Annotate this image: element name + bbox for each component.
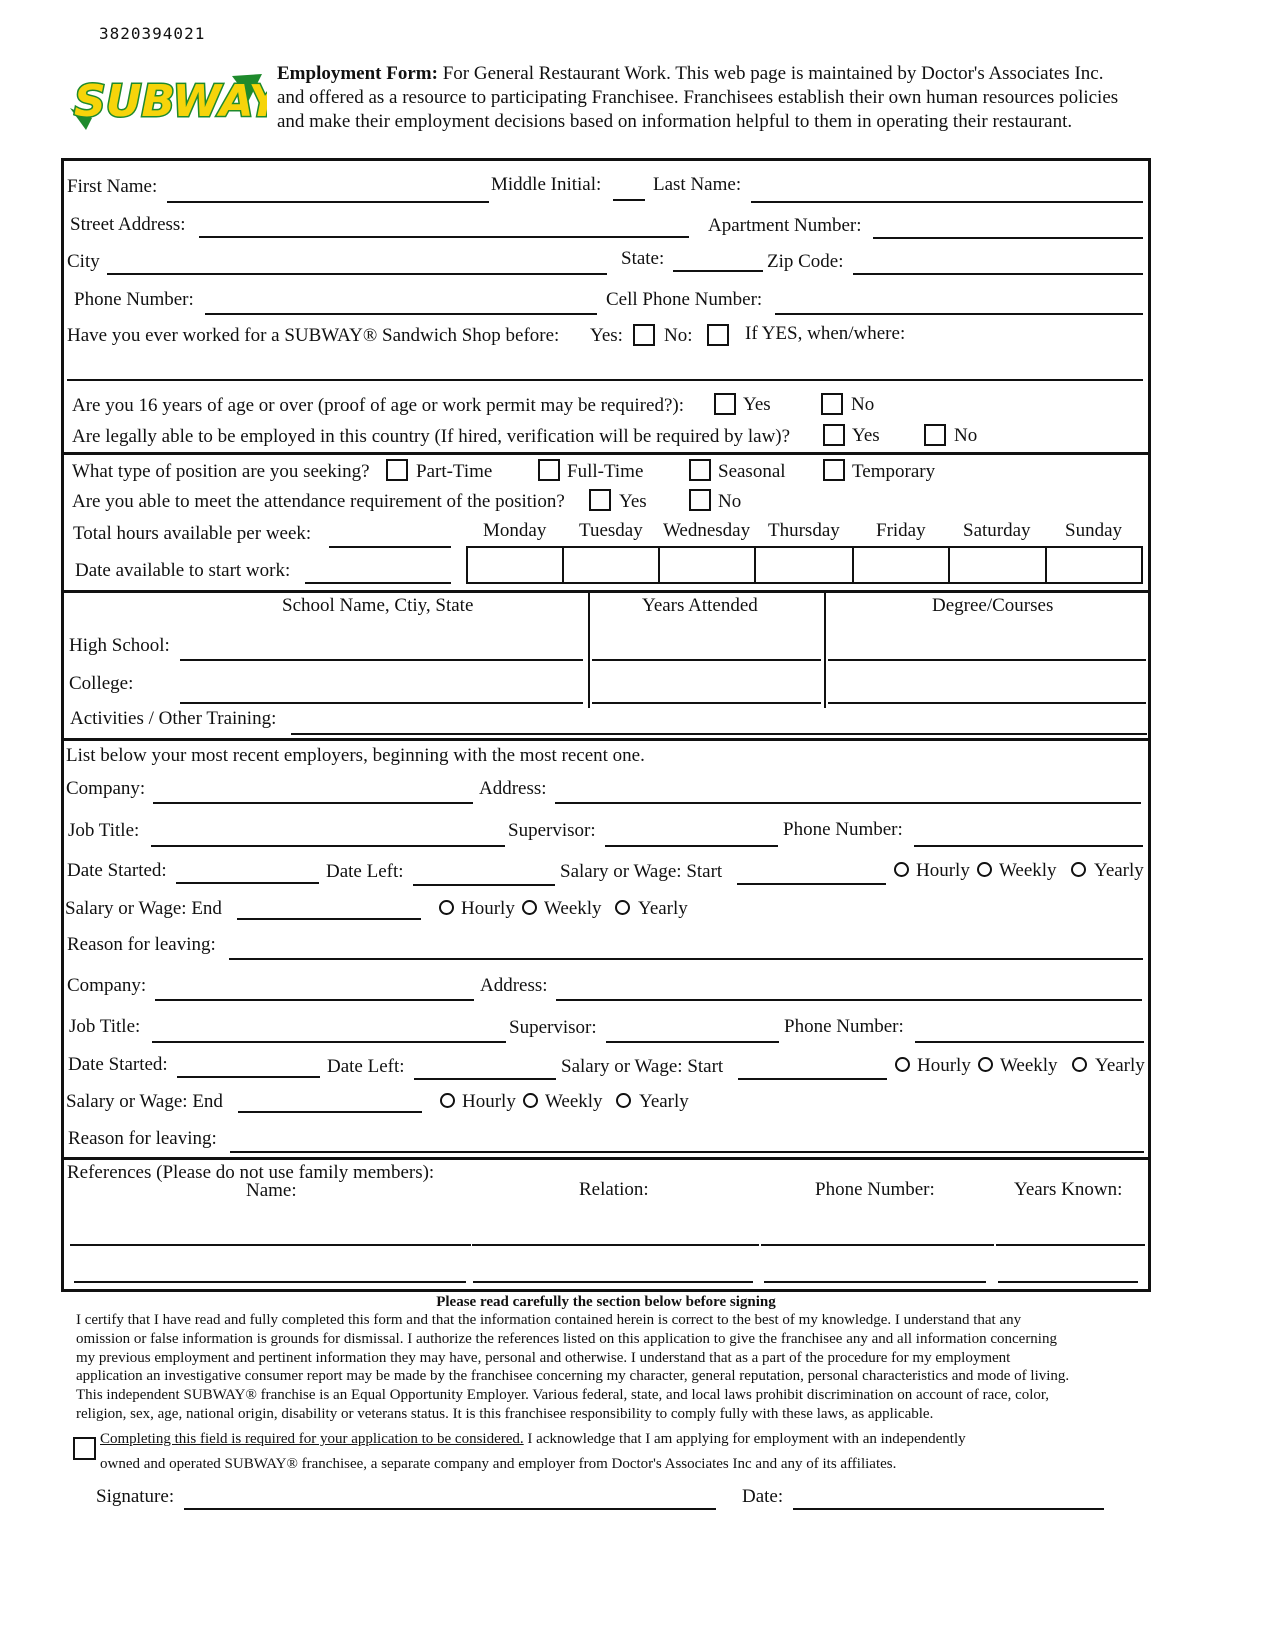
start-weekly-radio-2[interactable] bbox=[978, 1057, 993, 1072]
ref2-phone-field[interactable] bbox=[764, 1281, 986, 1283]
ref-col-phone: Phone Number: bbox=[815, 1179, 935, 1200]
date-label: Date: bbox=[742, 1486, 784, 1507]
header-title: Employment Form: bbox=[277, 63, 438, 84]
first-name-label: First Name: bbox=[67, 176, 158, 197]
start-hourly-radio-1[interactable] bbox=[894, 862, 909, 877]
date-started-label: Date Started: bbox=[67, 860, 167, 881]
attendance-no-checkbox[interactable] bbox=[689, 489, 711, 511]
address-label: Address: bbox=[479, 778, 547, 799]
hours-tuesday-cell[interactable] bbox=[562, 546, 660, 584]
signature-label: Signature: bbox=[96, 1486, 175, 1507]
ref1-phone-field[interactable] bbox=[761, 1244, 994, 1246]
activities-label: Activities / Other Training: bbox=[70, 708, 277, 729]
document-id: 3820394021 bbox=[99, 24, 206, 43]
full-time-label: Full-Time bbox=[567, 461, 644, 482]
ref1-relation-field[interactable] bbox=[472, 1244, 759, 1246]
supervisor-field-2[interactable] bbox=[606, 1041, 779, 1043]
address-label: Address: bbox=[480, 975, 548, 996]
apartment-number-field[interactable] bbox=[873, 237, 1143, 239]
certification-line: religion, sex, age, national origin, disability or veterans status. It is this franchisee responsibility to comply fully with these laws, as applicable. bbox=[76, 1406, 934, 1422]
edu-col-divider bbox=[588, 592, 590, 708]
reason-label: Reason for leaving: bbox=[68, 1128, 217, 1149]
position-question: What type of position are you seeking? bbox=[72, 461, 370, 482]
seasonal-checkbox[interactable] bbox=[689, 459, 711, 481]
edu-col-years: Years Attended bbox=[642, 595, 758, 616]
header-line-1 bbox=[277, 63, 1103, 85]
header-text-1: For General Restaurant Work. This web page is maintained by Doctor's Associates Inc. bbox=[442, 63, 1104, 84]
salary-start-field-2[interactable] bbox=[738, 1078, 887, 1080]
section-divider bbox=[61, 738, 1151, 741]
legal-yes-checkbox[interactable] bbox=[823, 424, 845, 446]
attendance-no-label: No bbox=[718, 491, 742, 512]
legal-no-checkbox[interactable] bbox=[924, 424, 946, 446]
day-label-friday: Friday bbox=[876, 520, 926, 541]
signature-field[interactable] bbox=[184, 1508, 716, 1510]
hours-monday-cell[interactable] bbox=[466, 546, 564, 584]
city-field[interactable] bbox=[107, 273, 607, 275]
acknowledge-line-2: owned and operated SUBWAY® franchisee, a separate company and employer from Doctor's Associates Inc and any of its affiliates. bbox=[100, 1456, 897, 1472]
phone-number-label: Phone Number: bbox=[74, 289, 194, 310]
day-label-saturday: Saturday bbox=[963, 520, 1031, 541]
supervisor-label: Supervisor: bbox=[508, 820, 596, 841]
edu-col-school: School Name, Ctiy, State bbox=[282, 595, 474, 616]
salary-end-field-1[interactable] bbox=[237, 918, 421, 920]
yearly-label: Yearly bbox=[1095, 1055, 1145, 1076]
zip-code-label: Zip Code: bbox=[767, 251, 844, 272]
yearly-label: Yearly bbox=[639, 1091, 689, 1112]
full-time-checkbox[interactable] bbox=[538, 459, 560, 481]
first-name-field[interactable] bbox=[167, 201, 489, 203]
salary-start-field-1[interactable] bbox=[737, 883, 886, 885]
subway-logo bbox=[62, 68, 267, 134]
college-label: College: bbox=[69, 673, 134, 694]
logo-wordmark: SUBWAY bbox=[74, 76, 267, 127]
college-years-field[interactable] bbox=[592, 702, 821, 704]
start-yearly-radio-1[interactable] bbox=[1071, 862, 1086, 877]
age-question: Are you 16 years of age or over (proof of age or work permit may be required?): bbox=[72, 395, 684, 416]
date-left-field-1[interactable] bbox=[413, 884, 555, 886]
section-divider bbox=[61, 590, 1151, 593]
end-yearly-radio-1[interactable] bbox=[615, 900, 630, 915]
when-where-field[interactable] bbox=[67, 379, 1143, 381]
part-time-checkbox[interactable] bbox=[386, 459, 408, 481]
start-hourly-radio-2[interactable] bbox=[895, 1057, 910, 1072]
attendance-question: Are you able to meet the attendance requirement of the position? bbox=[72, 491, 565, 512]
date-left-field-2[interactable] bbox=[414, 1078, 556, 1080]
certification-line: my previous employment and pertinent information they may have, personal and otherwise. I understand that as a part of the procedure for my employment bbox=[76, 1350, 1011, 1366]
attendance-yes-checkbox[interactable] bbox=[589, 489, 611, 511]
high-school-degree-field[interactable] bbox=[828, 659, 1146, 661]
certification-line: application an investigative consumer report may be made by the franchisee concerning my character, general reputation, personal characteristics and mode of living. bbox=[76, 1368, 1070, 1384]
weekly-label: Weekly bbox=[544, 898, 602, 919]
job-title-label: Job Title: bbox=[69, 1016, 141, 1037]
reason-label: Reason for leaving: bbox=[67, 934, 216, 955]
company-label: Company: bbox=[67, 975, 147, 996]
age-no-label: No bbox=[851, 394, 875, 415]
header-line-3: and make their employment decisions based on information helpful to them in operating their restaurant. bbox=[277, 111, 1073, 132]
legal-question: Are legally able to be employed in this country (If hired, verification will be required by law)? bbox=[72, 426, 791, 447]
day-label-tuesday: Tuesday bbox=[579, 520, 643, 541]
company-field-1[interactable] bbox=[153, 802, 473, 804]
total-hours-field[interactable] bbox=[329, 546, 451, 548]
salary-start-label: Salary or Wage: Start bbox=[561, 1056, 724, 1077]
hourly-label: Hourly bbox=[462, 1091, 516, 1112]
street-address-label: Street Address: bbox=[70, 214, 186, 235]
weekly-label: Weekly bbox=[999, 860, 1057, 881]
start-yearly-radio-2[interactable] bbox=[1072, 1057, 1087, 1072]
worked-before-no-checkbox[interactable] bbox=[707, 324, 729, 346]
acknowledge-checkbox[interactable] bbox=[73, 1437, 96, 1460]
date-left-label: Date Left: bbox=[326, 861, 404, 882]
age-no-checkbox[interactable] bbox=[821, 393, 843, 415]
date-left-label: Date Left: bbox=[327, 1056, 405, 1077]
hours-friday-cell[interactable] bbox=[852, 546, 950, 584]
end-hourly-radio-1[interactable] bbox=[439, 900, 454, 915]
date-started-label: Date Started: bbox=[68, 1054, 168, 1075]
references-title: References (Please do not use family members): bbox=[67, 1162, 435, 1183]
age-yes-label: Yes bbox=[743, 394, 771, 415]
total-hours-label: Total hours available per week: bbox=[73, 523, 312, 544]
age-yes-checkbox[interactable] bbox=[714, 393, 736, 415]
ref-col-name: Name: bbox=[246, 1180, 297, 1201]
legal-no-label: No bbox=[954, 425, 978, 446]
salary-end-field-2[interactable] bbox=[238, 1111, 422, 1113]
phone-label: Phone Number: bbox=[784, 1016, 904, 1037]
yearly-label: Yearly bbox=[638, 898, 688, 919]
end-weekly-radio-2[interactable] bbox=[523, 1093, 538, 1108]
day-label-wednesday: Wednesday bbox=[663, 520, 751, 541]
date-started-field-1[interactable] bbox=[176, 882, 319, 884]
weekly-label: Weekly bbox=[545, 1091, 603, 1112]
cell-phone-label: Cell Phone Number: bbox=[606, 289, 763, 310]
acknowledge-required: Completing this field is required for your application to be considered. bbox=[100, 1431, 524, 1447]
hours-wednesday-cell[interactable] bbox=[658, 546, 756, 584]
certification-line: This independent SUBWAY® franchise is an Equal Opportunity Employer. Various federal, state, and local laws prohibit discrimination on account of race, color, bbox=[76, 1387, 1050, 1403]
cell-phone-field[interactable] bbox=[775, 313, 1143, 315]
end-hourly-radio-2[interactable] bbox=[440, 1093, 455, 1108]
salary-end-label: Salary or Wage: End bbox=[66, 1091, 223, 1112]
hourly-label: Hourly bbox=[461, 898, 515, 919]
high-school-years-field[interactable] bbox=[592, 659, 821, 661]
temporary-checkbox[interactable] bbox=[823, 459, 845, 481]
job-title-label: Job Title: bbox=[68, 820, 140, 841]
activities-field[interactable] bbox=[291, 733, 1147, 735]
date-field[interactable] bbox=[793, 1508, 1104, 1510]
middle-initial-field[interactable] bbox=[613, 199, 645, 201]
edu-col-divider bbox=[824, 592, 826, 708]
seasonal-label: Seasonal bbox=[718, 461, 786, 482]
ref2-years-field[interactable] bbox=[998, 1281, 1138, 1283]
city-label: City bbox=[67, 251, 100, 272]
start-weekly-radio-1[interactable] bbox=[977, 862, 992, 877]
day-label-sunday: Sunday bbox=[1065, 520, 1122, 541]
ref1-years-field[interactable] bbox=[996, 1244, 1145, 1246]
reason-field-1[interactable] bbox=[229, 958, 1143, 960]
zip-code-field[interactable] bbox=[853, 273, 1143, 275]
worked-before-no-label: No: bbox=[664, 325, 693, 346]
yearly-label: Yearly bbox=[1094, 860, 1144, 881]
if-yes-label: If YES, when/where: bbox=[745, 323, 906, 344]
date-started-field-2[interactable] bbox=[177, 1076, 320, 1078]
certification-line: omission or false information is grounds for dismissal. I authorize the references listed on this application to give the franchisee any and all information concerning bbox=[76, 1331, 1057, 1347]
reason-field-2[interactable] bbox=[230, 1151, 1144, 1153]
apartment-number-label: Apartment Number: bbox=[708, 215, 862, 236]
hours-saturday-cell[interactable] bbox=[948, 546, 1047, 584]
date-available-label: Date available to start work: bbox=[75, 560, 291, 581]
worked-before-question: Have you ever worked for a SUBWAY® Sandwich Shop before: bbox=[67, 325, 560, 346]
worked-before-yes-checkbox[interactable] bbox=[633, 324, 655, 346]
supervisor-field-1[interactable] bbox=[605, 845, 778, 847]
certification-line: I certify that I have read and fully completed this form and that the information contained herein is correct to the best of my knowledge. I understand that any bbox=[76, 1312, 1022, 1328]
phone-number-field[interactable] bbox=[205, 313, 597, 315]
part-time-label: Part-Time bbox=[416, 461, 493, 482]
hourly-label: Hourly bbox=[917, 1055, 971, 1076]
company-field-2[interactable] bbox=[155, 999, 474, 1001]
high-school-label: High School: bbox=[69, 635, 170, 656]
hours-sunday-cell[interactable] bbox=[1045, 546, 1143, 584]
hourly-label: Hourly bbox=[916, 860, 970, 881]
job-title-field-2[interactable] bbox=[152, 1041, 506, 1043]
ref2-relation-field[interactable] bbox=[473, 1281, 753, 1283]
job-title-field-1[interactable] bbox=[151, 845, 505, 847]
high-school-name-field[interactable] bbox=[180, 659, 583, 661]
hours-thursday-cell[interactable] bbox=[754, 546, 854, 584]
acknowledge-line-1 bbox=[100, 1431, 966, 1448]
header-line-2: and offered as a resource to participating Franchisee. Franchisees establish their own human resources policies bbox=[277, 87, 1119, 108]
employer-phone-field-2[interactable] bbox=[915, 1041, 1144, 1043]
last-name-field[interactable] bbox=[751, 201, 1143, 203]
date-available-field[interactable] bbox=[305, 582, 451, 584]
address-field-1[interactable] bbox=[555, 802, 1141, 804]
state-field[interactable] bbox=[673, 270, 763, 272]
college-degree-field[interactable] bbox=[828, 702, 1146, 704]
section-divider bbox=[61, 1157, 1151, 1160]
employment-intro: List below your most recent employers, beginning with the most recent one. bbox=[66, 745, 645, 766]
phone-label: Phone Number: bbox=[783, 819, 903, 840]
supervisor-label: Supervisor: bbox=[509, 1017, 597, 1038]
ref2-name-field[interactable] bbox=[74, 1281, 466, 1283]
section-divider bbox=[61, 452, 1151, 455]
day-label-monday: Monday bbox=[483, 520, 547, 541]
temporary-label: Temporary bbox=[852, 461, 936, 482]
worked-before-yes-label: Yes: bbox=[590, 325, 623, 346]
acknowledge-text-1: I acknowledge that I am applying for employment with an independently bbox=[523, 1431, 966, 1447]
edu-col-degree: Degree/Courses bbox=[932, 595, 1054, 616]
certification-heading: Please read carefully the section below before signing bbox=[436, 1294, 776, 1310]
address-field-2[interactable] bbox=[556, 999, 1142, 1001]
ref-col-years: Years Known: bbox=[1014, 1179, 1123, 1200]
salary-start-label: Salary or Wage: Start bbox=[560, 861, 723, 882]
state-label: State: bbox=[621, 248, 665, 269]
last-name-label: Last Name: bbox=[653, 174, 742, 195]
attendance-yes-label: Yes bbox=[619, 491, 647, 512]
college-name-field[interactable] bbox=[180, 702, 583, 704]
ref1-name-field[interactable] bbox=[70, 1244, 471, 1246]
company-label: Company: bbox=[66, 778, 146, 799]
street-address-field[interactable] bbox=[199, 236, 689, 238]
employer-phone-field-1[interactable] bbox=[914, 845, 1143, 847]
middle-initial-label: Middle Initial: bbox=[491, 174, 602, 195]
weekly-label: Weekly bbox=[1000, 1055, 1058, 1076]
legal-yes-label: Yes bbox=[852, 425, 880, 446]
day-label-thursday: Thursday bbox=[768, 520, 840, 541]
salary-end-label: Salary or Wage: End bbox=[65, 898, 222, 919]
end-weekly-radio-1[interactable] bbox=[522, 900, 537, 915]
ref-col-relation: Relation: bbox=[579, 1179, 649, 1200]
end-yearly-radio-2[interactable] bbox=[616, 1093, 631, 1108]
